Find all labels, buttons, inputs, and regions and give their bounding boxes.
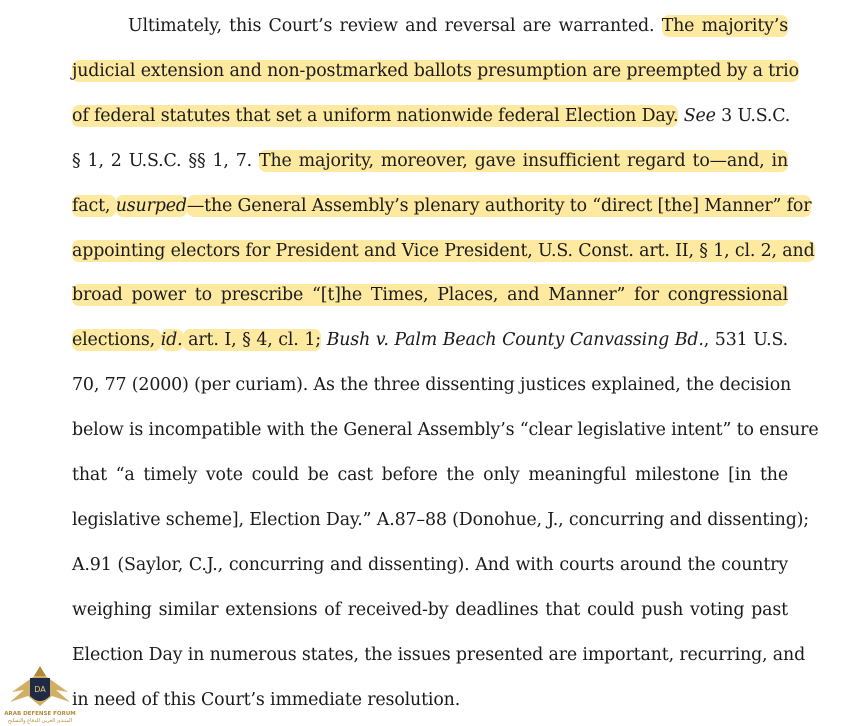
text-line — [72, 328, 788, 352]
text-line — [72, 463, 788, 487]
text-line — [72, 104, 791, 128]
watermark-name: ARAB DEFENSE FORUM — [4, 711, 76, 717]
text-segment: A.91 (Saylor, C.J., concurring and dissenting). And with courts around the country — [72, 554, 788, 575]
highlighted-text: fact, — [72, 195, 116, 216]
text-segment: § 1, 2 U.S.C. §§ 1, 7. — [72, 150, 260, 171]
text-line — [72, 508, 810, 532]
text-line — [128, 14, 788, 38]
text-segment: Bush v. Palm Beach County Canvassing Bd. — [326, 330, 704, 351]
highlighted-text: broad power to prescribe “[t]he Times, Places, and Manner” for congressional — [72, 285, 788, 306]
text-line — [72, 418, 819, 442]
text-line — [72, 149, 788, 173]
text-line — [72, 373, 792, 397]
highlighted-text: of federal statutes that set a uniform nationwide federal Election Day. — [72, 105, 679, 126]
logo-emblem-text: DA — [34, 685, 46, 694]
text-line — [72, 194, 812, 218]
highlighted-text: id. — [160, 330, 183, 351]
text-line — [72, 553, 788, 577]
text-segment: in need of this Court’s immediate resolution. — [72, 689, 461, 710]
highlighted-text: The majority, moreover, gave insufficient regard to—and, in — [259, 150, 788, 171]
text-line — [72, 239, 815, 263]
watermark-arabic: المنتدى العربي للدفاع والتسليح — [7, 718, 73, 724]
highlighted-text: judicial extension and non-postmarked ballots presumption are preempted by a trio — [72, 60, 799, 81]
text-line — [72, 283, 788, 307]
text-segment: legislative scheme], Election Day.” A.87–88 (Donohue, J., concurring and dissenting); — [72, 509, 810, 530]
text-segment: weighing similar extensions of received-by deadlines that could push voting past — [72, 599, 788, 620]
highlighted-text: elections, — [72, 330, 161, 351]
highlighted-text: usurped — [115, 195, 187, 216]
text-segment: 70, 77 (2000) (per curiam). As the three dissenting justices explained, the decision — [72, 375, 792, 396]
text-segment: See — [683, 105, 716, 126]
highlighted-text: The majority’s — [661, 16, 788, 36]
text-segment: 3 U.S.C. — [715, 105, 791, 126]
text-segment: that “a timely vote could be cast before the only meaningful milestone [in the — [72, 465, 788, 485]
highlighted-text: art. I, § 4, cl. 1; — [182, 330, 321, 351]
text-line — [72, 688, 788, 712]
text-segment: below is incompatible with the General Assembly’s “clear legislative intent” to ensure — [72, 420, 819, 441]
highlighted-text: appointing electors for President and Vice President, U.S. Const. art. II, § 1, cl. 2, and — [72, 240, 815, 261]
text-line — [72, 598, 788, 622]
text-line — [72, 643, 806, 667]
highlighted-text: —the General Assembly’s plenary authority to “direct [the] Manner” for — [186, 195, 812, 216]
text-segment: , 531 U.S. — [703, 330, 789, 351]
text-segment: Election Day in numerous states, the issues presented are important, recurring, and — [72, 644, 806, 665]
text-line — [72, 59, 799, 83]
text-segment: Ultimately, this Court’s review and reversal are warranted. — [128, 16, 662, 36]
